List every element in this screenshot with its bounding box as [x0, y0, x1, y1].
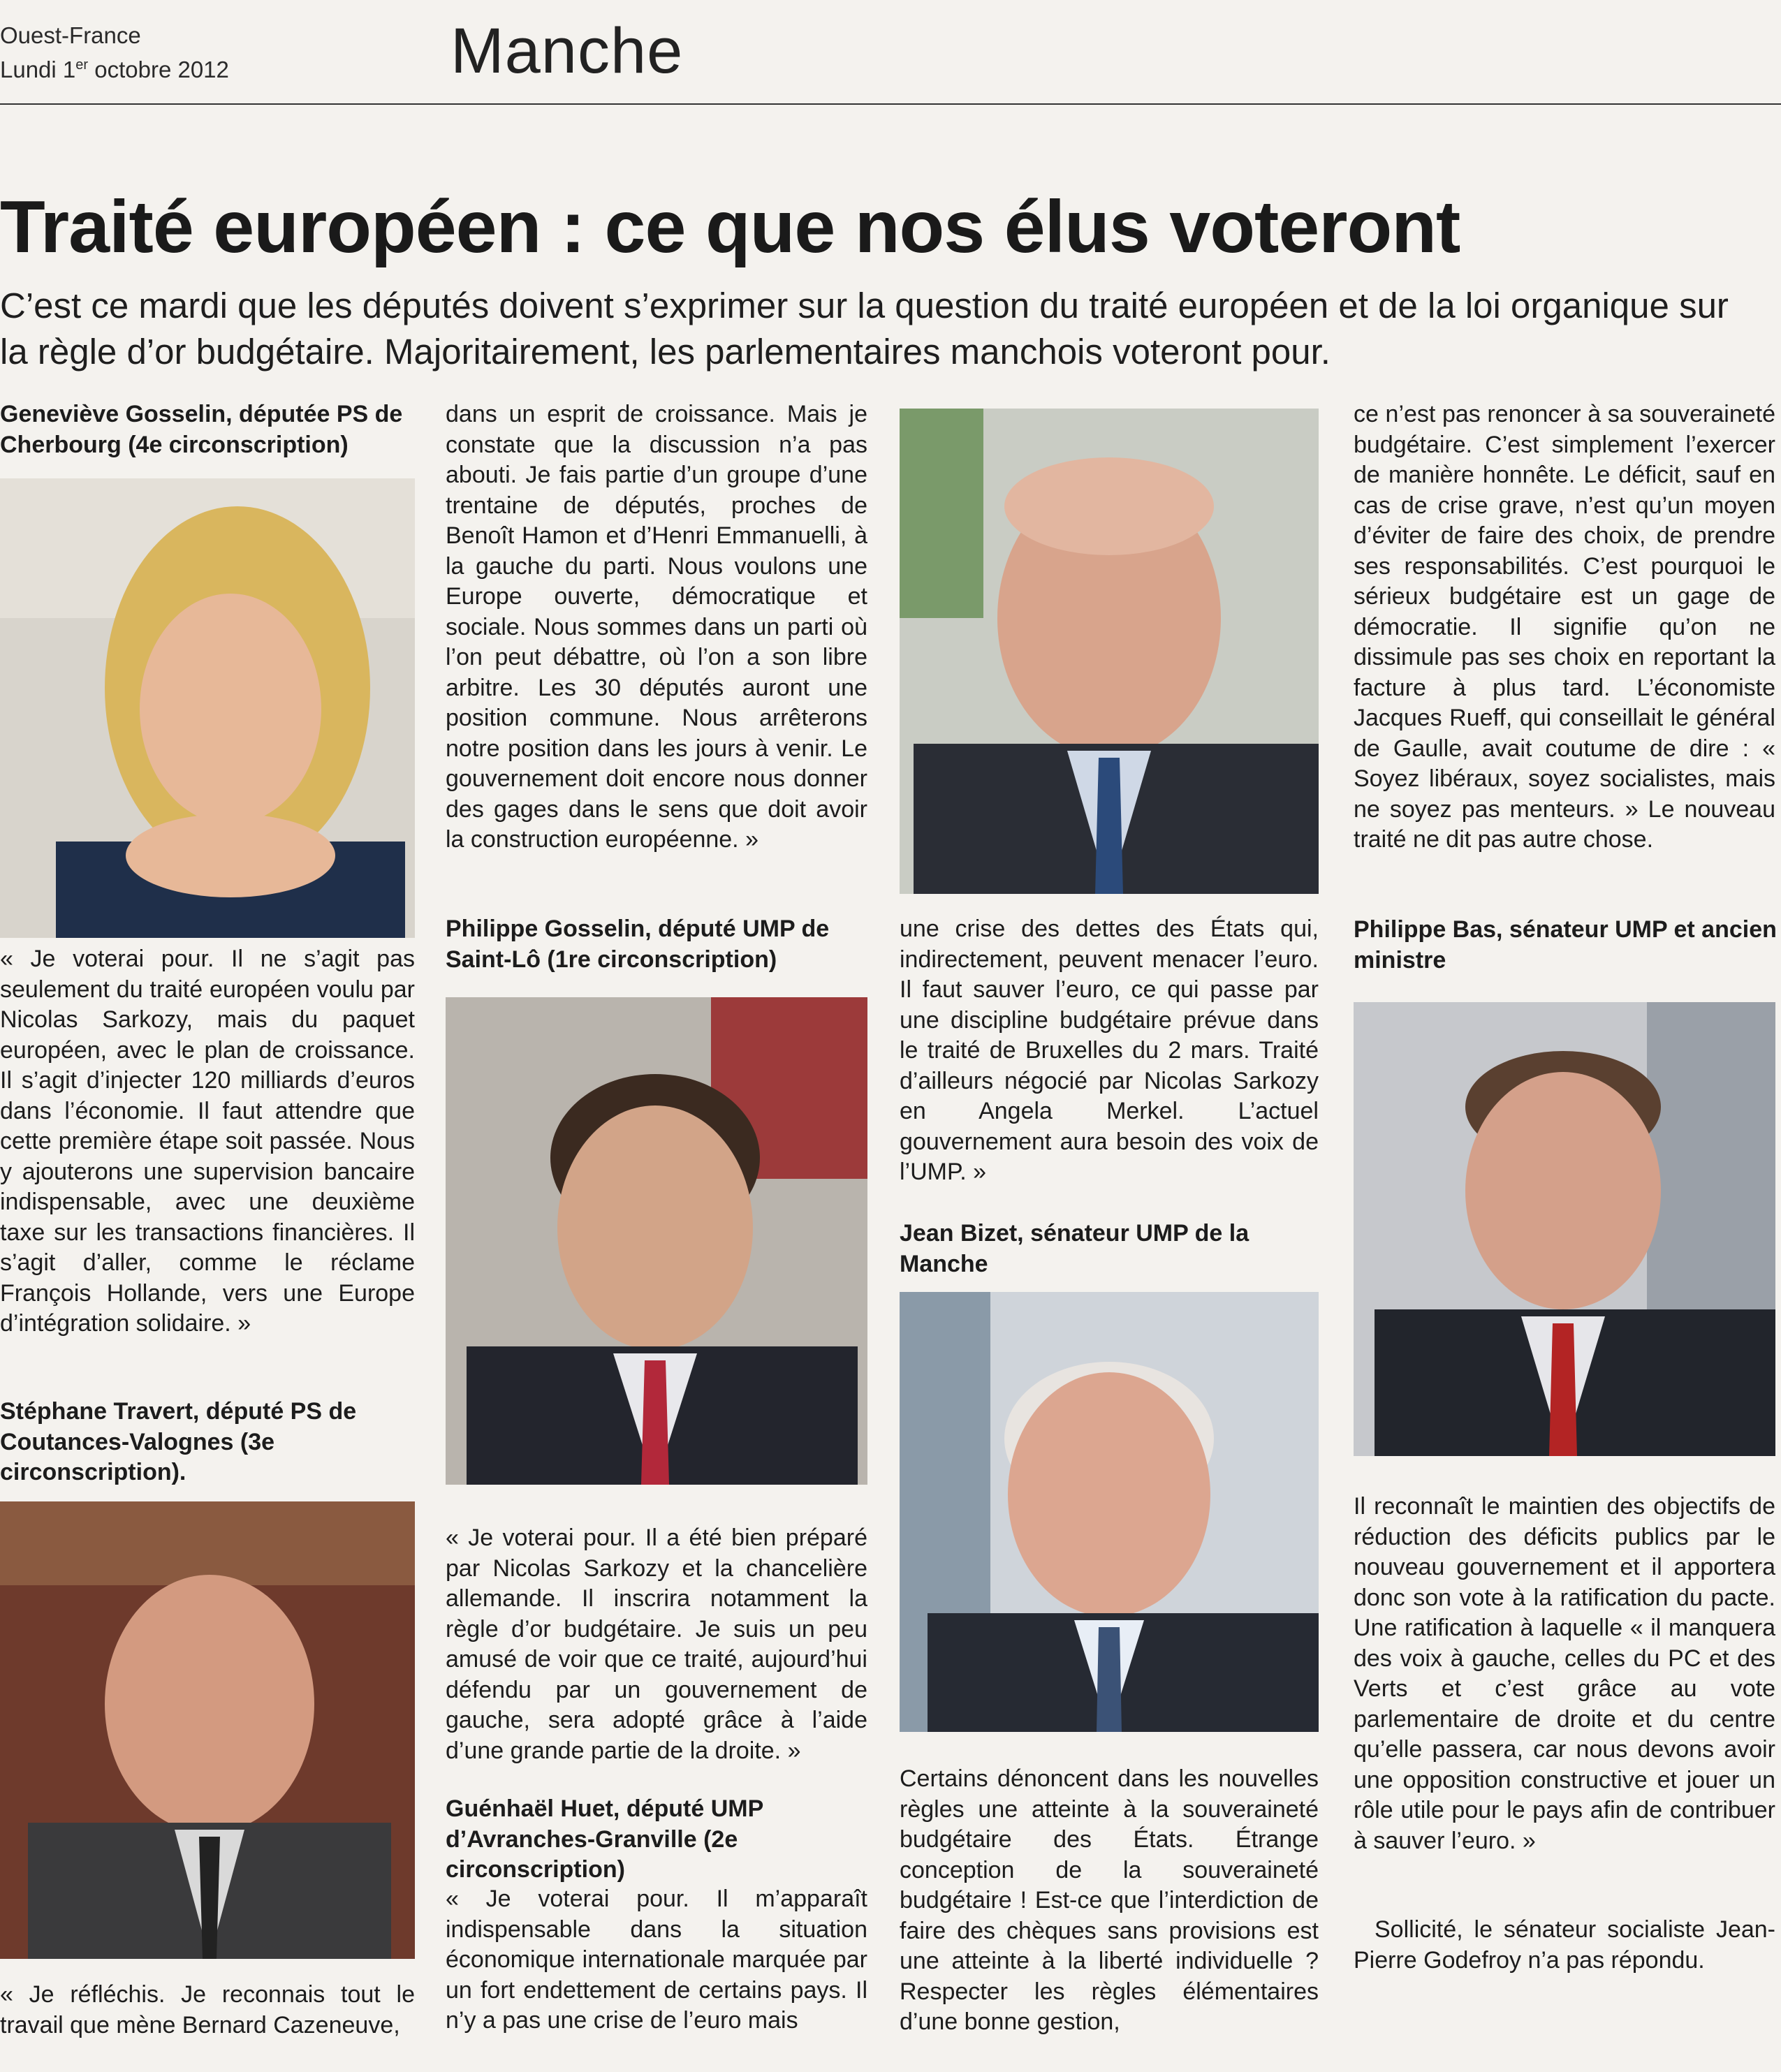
byline-stephane-travert: Stéphane Travert, député PS de Coutances-Valognes (3e circonscription).	[0, 1398, 357, 1485]
lede: C’est ce mardi que les députés doivent s’exprimer sur la question du traité européen et de la loi organique sur la règle d’or budgétaire. Majoritairement, les parlementaires manchois voteront pour.	[0, 286, 1729, 372]
byline-jean-bizet: Jean Bizet, sénateur UMP de la Manche	[900, 1220, 1249, 1277]
quote-stephane-travert-cont: dans un esprit de croissance. Mais je constate que la discussion n’a pas abouti. Je fais partie d’un groupe d’une trentaine de députés, proches de Benoît Hamon et d’Henri Emmanuelli, à la gauche du parti. Nous voulons une Europe ouverte, démocratique et sociale. Nous sommes dans un parti où l’on peut débattre, où l’on a son libre arbitre. Les 30 députés auront une position commune. Nous arrêterons notre position dans les jours à venir. Le gouvernement doit encore nous donner des gages dans le sens que doit avoir la construction européenne. »	[446, 401, 867, 853]
closing-note: Sollicité, le sénateur socialiste Jean-Pierre Godefroy n’a pas répondu.	[1354, 1916, 1775, 1974]
photo-philippe-bas	[1354, 1002, 1775, 1456]
quote-philippe-gosselin: « Je voterai pour. Il a été bien préparé par Nicolas Sarkozy et la chancelière allemande. Il inscrira notamment la règle d’or budgétaire. Je suis un peu amusé de voir que ce traité, aujourd’hui défendu par un gouvernement de gauche, sera adopté grâce à l’aide d’une grande partie de la droite. »	[446, 1524, 867, 1764]
photo-philippe-gosselin	[446, 997, 867, 1485]
quote-stephane-travert-start: « Je réfléchis. Je reconnais tout le travail que mène Bernard Cazeneuve,	[0, 1981, 415, 2038]
quote-guenhael-huet-start: « Je voterai pour. Il m’apparaît indispensable dans la situation économique internationale marquée par un fort endettement de certains pays. Il n’y a pas une crise de l’euro mais	[446, 1886, 867, 2034]
headline: Traité européen : ce que nos élus voteront	[0, 186, 1460, 268]
byline-philippe-bas: Philippe Bas, sénateur UMP et ancien ministre	[1354, 916, 1777, 973]
photo-stephane-travert	[0, 1501, 415, 1959]
quote-philippe-bas: Il reconnaît le maintien des objectifs de réduction des déficits publics par le nouveau gouvernement et il apportera donc son vote à la ratification du pacte. Une ratification à laquelle « il manquera des voix à gauche, celles du PC et des Verts et c’est grâce au vote parlementaire de droite et du centre qu’elle passera, car nous devons avoir une opposition constructive et jouer un rôle utile pour le pays afin de contribuer à sauver l’euro. »	[1354, 1493, 1775, 1854]
quote-jean-bizet-cont: ce n’est pas renoncer à sa souveraineté budgétaire. C’est simplement l’exercer de manière honnête. Le déficit, sauf en cas de crise grave, n’est qu’un moyen d’éviter de faire des choix, de prendre ses responsabilités. C’est pourquoi le sérieux budgétaire est un gage de démocratie. Il signifie qu’on ne dissimule pas ses choix en reportant la facture à plus tard. L’économiste Jacques Rueff, qui conseillait le général de Gaulle, avait coutume de dire : « Soyez libéraux, soyez socialistes, mais ne soyez pas menteurs. » Le nouveau traité ne dit pas autre chose.	[1354, 401, 1775, 853]
byline-genevieve-gosselin: Geneviève Gosselin, députée PS de Cherbourg (4e circonscription)	[0, 401, 403, 458]
masthead-source	[0, 21, 229, 85]
publication-date: Lundi 1er octobre 2012	[0, 57, 229, 82]
newspaper-name: Ouest-France	[0, 22, 141, 48]
byline-guenhael-huet: Guénhaël Huet, député UMP d’Avranches-Granville (2e circonscription)	[446, 1795, 763, 1883]
quote-jean-bizet: Certains dénoncent dans les nouvelles règles une atteinte à la souveraineté budgétaire des États. Étrange conception de la souveraineté budgétaire ! Est-ce que l’interdiction de faire des chèques sans provisions est une atteinte à la liberté individuelle ? Respecter les règles élémentaires d’une bonne gestion,	[900, 1765, 1319, 2035]
photo-guenhael-huet	[900, 409, 1319, 894]
byline-philippe-gosselin: Philippe Gosselin, député UMP de Saint-Lô (1re circonscription)	[446, 916, 830, 973]
masthead-rule	[0, 103, 1781, 105]
quote-genevieve-gosselin: « Je voterai pour. Il ne s’agit pas seulement du traité européen voulu par Nicolas Sarkozy, mais du paquet européen, avec le plan de croissance. Il s’agit d’injecter 120 milliards d’euros dans l’économie. Il faut attendre que cette première étape soit passée. Nous y ajouterons une supervision bancaire indispensable, avec une deuxième taxe sur les transactions financières. Il s’agit d’aller, comme le réclame François Hollande, vers une Europe d’intégration solidaire. »	[0, 946, 415, 1337]
quote-guenhael-huet-cont: une crise des dettes des États qui, indirectement, peuvent menacer l’euro. Il faut sauver l’euro, ce qui passe par une discipline budgétaire prévue dans le traité de Bruxelles du 2 mars. Traité d’ailleurs négocié par Nicolas Sarkozy en Angela Merkel. L’actuel gouvernement aura besoin des voix de l’UMP. »	[900, 916, 1319, 1185]
section-title: Manche	[450, 15, 684, 87]
photo-jean-bizet	[900, 1292, 1319, 1732]
photo-genevieve-gosselin	[0, 478, 415, 938]
